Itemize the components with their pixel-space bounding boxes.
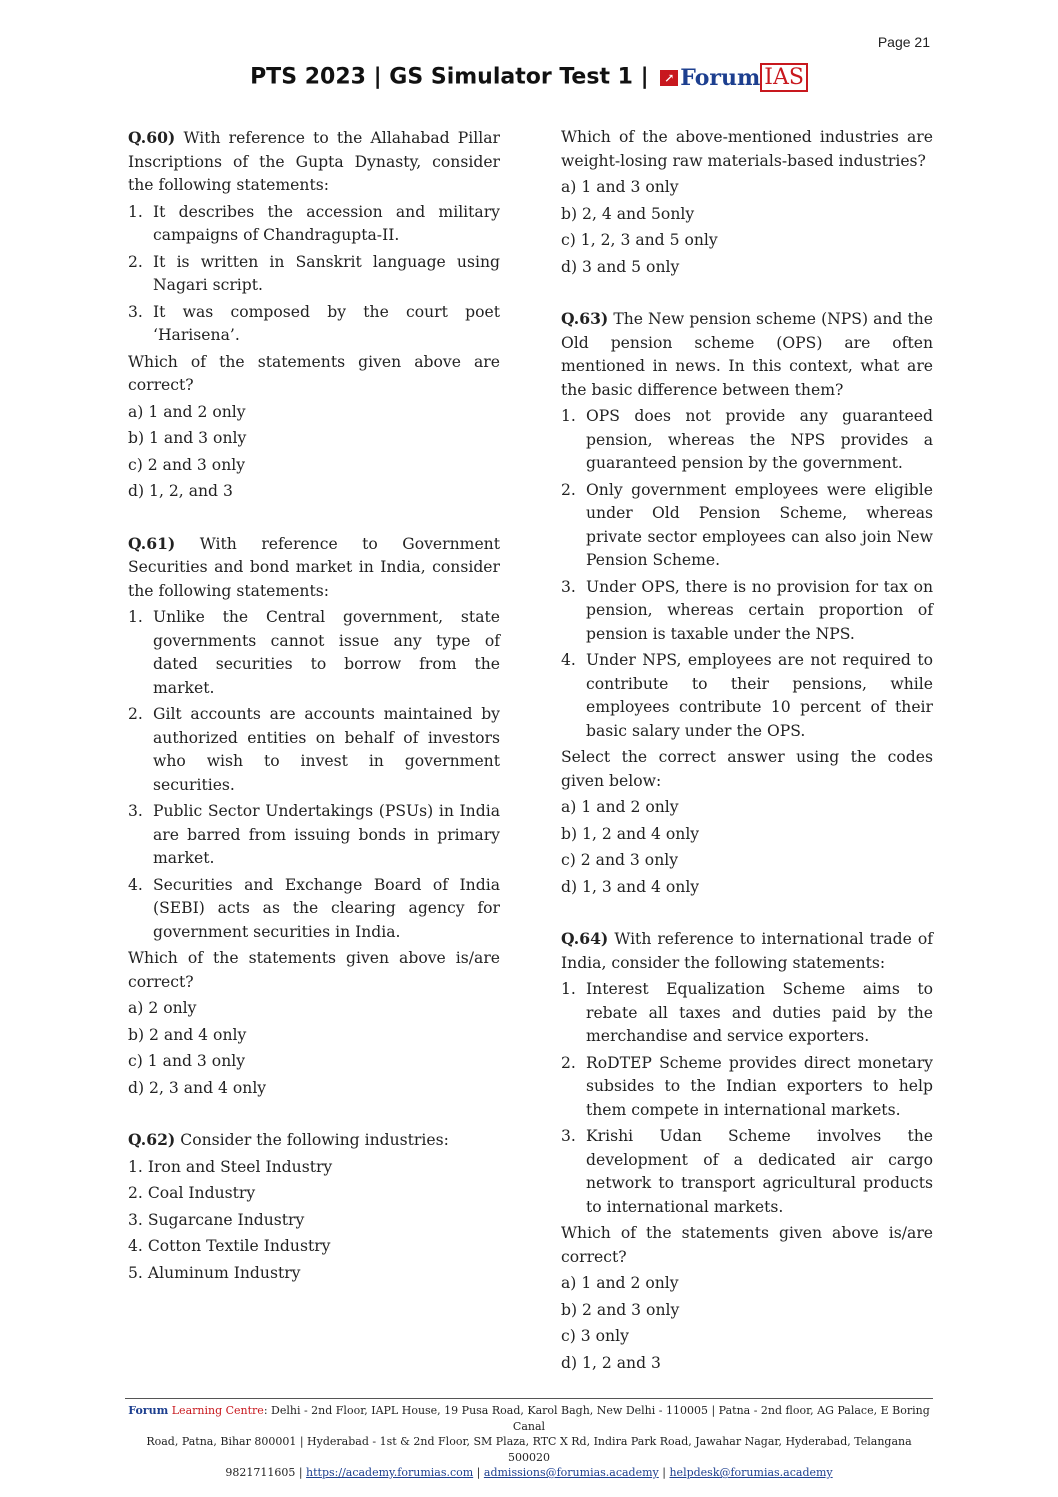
- option-d: d) 3 and 5 only: [561, 257, 680, 276]
- option-b: b) 2, 4 and 5only: [561, 204, 695, 223]
- footer-phone: 9821711605 |: [225, 1466, 303, 1479]
- statement-item: 2. Gilt accounts are accounts maintained by authorized entities on behalf of investors who wish to invest in government securities.: [128, 705, 500, 794]
- right-column: [561, 126, 933, 1403]
- header-title: PTS 2023 | GS Simulator Test 1 |: [250, 64, 649, 90]
- statement-item: 1. Unlike the Central government, state governments cannot issue any type of dated securities to borrow from the market.: [128, 608, 500, 697]
- option-a: a) 2 only: [128, 999, 197, 1017]
- option-a: a) 1 and 2 only: [561, 1274, 679, 1292]
- option-b: b) 2 and 4 only: [128, 1025, 247, 1044]
- question-stem: With reference to Government Securities and bond market in India, consider the following statements:: [128, 534, 500, 600]
- logo-ias-text: IAS: [760, 63, 808, 92]
- question-stem: The New pension scheme (NPS) and the Old pension scheme (OPS) are often mentioned in news. In this context, what are the basic difference between them?: [561, 310, 933, 399]
- statement-item: 2. RoDTEP Scheme provides direct monetary subsides to the Indian exporters to help them compete in international markets.: [561, 1053, 933, 1119]
- question-stem: With reference to international trade of India, consider the following statements:: [561, 930, 933, 972]
- statement-item: 1. Interest Equalization Scheme aims to rebate all taxes and duties paid by the merchandise and service exporters.: [561, 980, 933, 1045]
- option-a: a) 1 and 2 only: [561, 798, 679, 816]
- option-a: a) 1 and 3 only: [561, 178, 679, 196]
- footer-address-line1: : Delhi - 2nd Floor, IAPL House, 19 Pusa Road, Karol Bagh, New Delhi - 110005 | Patna - 2nd floor, AG Palace, E Boring Canal: [263, 1404, 930, 1433]
- question-60: [128, 126, 500, 504]
- option-c: c) 1, 2, 3 and 5 only: [561, 231, 718, 249]
- industry-item: 5. Aluminum Industry: [128, 1263, 301, 1282]
- option-c: c) 2 and 3 only: [128, 455, 246, 474]
- industry-item: 1. Iron and Steel Industry: [128, 1157, 333, 1176]
- question-number: Q.60): [128, 128, 176, 147]
- question-number: Q.62): [128, 1130, 176, 1149]
- statement-item: 2. Only government employees were eligible under Old Pension Scheme, whereas private sector employees can also join New Pension Scheme.: [561, 480, 933, 569]
- statement-item: 3. It was composed by the court poet ‘Harisena’.: [128, 302, 500, 344]
- statement-item: 3. Under OPS, there is no provision for tax on pension, whereas certain proportion of pension is taxable under the NPS.: [561, 577, 933, 643]
- footer-brand: Forum: [128, 1404, 169, 1417]
- footer-address-line2: Road, Patna, Bihar 800001 | Hyderabad - 1st & 2nd Floor, SM Plaza, RTC X Rd, Indira Park Road, Jawahar Nagar, Hyderabad, Telangana 500020: [146, 1435, 912, 1464]
- question-62: [128, 1128, 500, 1285]
- statement-item: 3. Krishi Udan Scheme involves the development of a dedicated air cargo network to transport agricultural products to international markets.: [561, 1127, 933, 1216]
- industry-item: 3. Sugarcane Industry: [128, 1210, 305, 1229]
- statement-item: 1. It describes the accession and military campaigns of Chandragupta-II.: [128, 202, 500, 244]
- question-number: Q.61): [128, 533, 176, 553]
- question-stem: With reference to the Allahabad Pillar Inscriptions of the Gupta Dynasty, consider the following statements:: [128, 129, 500, 194]
- question-prompt: Which of the statements given above are correct?: [128, 352, 500, 394]
- statement-item: 2. It is written in Sanskrit language using Nagari script.: [128, 252, 500, 294]
- question-63: [561, 307, 933, 899]
- statement-item: 4. Under NPS, employees are not required to contribute to their pensions, while employees contribute 10 percent of their basic salary under the OPS.: [561, 651, 933, 740]
- option-a: a) 1 and 2 only: [128, 402, 246, 421]
- footer-website-link[interactable]: https://academy.forumias.com: [306, 1466, 474, 1479]
- industry-item: 4. Cotton Textile Industry: [128, 1237, 331, 1255]
- footer-helpdesk-email[interactable]: helpdesk@forumias.academy: [669, 1466, 833, 1479]
- option-b: b) 1, 2 and 4 only: [561, 824, 700, 843]
- logo-arrow-icon: ↗: [660, 70, 678, 86]
- statement-list: [561, 405, 933, 743]
- question-prompt: Which of the statements given above is/are correct?: [128, 949, 500, 991]
- question-number: Q.64): [561, 929, 609, 948]
- question-stem: Consider the following industries:: [180, 1131, 449, 1149]
- option-d: d) 2, 3 and 4 only: [128, 1078, 267, 1097]
- footer-admissions-email[interactable]: admissions@forumias.academy: [483, 1466, 659, 1479]
- question-number: Q.63): [561, 309, 609, 328]
- statement-item: 4. Securities and Exchange Board of India (SEBI) acts as the clearing agency for government securities in India.: [128, 875, 500, 941]
- page-header: [0, 64, 1058, 91]
- question-prompt: Which of the statements given above is/are correct?: [561, 1224, 933, 1266]
- option-c: c) 1 and 3 only: [128, 1052, 246, 1070]
- question-64: [561, 927, 933, 1375]
- page-number: Page 21: [877, 34, 930, 50]
- statement-list: [128, 606, 500, 944]
- logo-forum-text: Forum: [680, 65, 761, 91]
- question-62-continued: [561, 126, 933, 279]
- option-c: c) 3 only: [561, 1327, 629, 1345]
- statement-list: [128, 201, 500, 348]
- page-footer: Forum Learning Centre: Delhi - 2nd Floor, IAPL House, 19 Pusa Road, Karol Bagh, New Delhi - 110005 | Patna - 2nd floor, AG Palace, E Boring Canal Road, Patna, Bihar 800001 | Hyderabad - 1st & 2nd Floor, SM Plaza, RTC X Rd, Indira Park Road, Jawahar Nagar, Hyderabad, Telangana 500020 9821711605 | https://academy.forumias.com | admissions@forumias.academy | helpdesk@forumias.academy: [125, 1398, 933, 1481]
- option-c: c) 2 and 3 only: [561, 851, 679, 869]
- option-d: d) 1, 2, and 3: [128, 482, 233, 500]
- statement-item: 1. OPS does not provide any guaranteed pension, whereas the NPS provides a guaranteed pension by the government.: [561, 407, 933, 472]
- question-61: [128, 532, 500, 1101]
- option-d: d) 1, 2 and 3: [561, 1353, 661, 1372]
- option-b: b) 1 and 3 only: [128, 429, 247, 447]
- question-prompt: Select the correct answer using the codes given below:: [561, 748, 933, 790]
- option-d: d) 1, 3 and 4 only: [561, 877, 700, 896]
- statement-item: 3. Public Sector Undertakings (PSUs) in India are barred from issuing bonds in primary market.: [128, 802, 500, 867]
- industry-item: 2. Coal Industry: [128, 1184, 256, 1202]
- forumias-logo: [660, 64, 808, 91]
- question-prompt: Which of the above-mentioned industries are weight-losing raw materials-based industries?: [561, 128, 933, 170]
- footer-brand-suffix: Learning Centre: [171, 1404, 264, 1417]
- left-column: [128, 126, 500, 1313]
- statement-list: [561, 978, 933, 1219]
- option-b: b) 2 and 3 only: [561, 1300, 680, 1319]
